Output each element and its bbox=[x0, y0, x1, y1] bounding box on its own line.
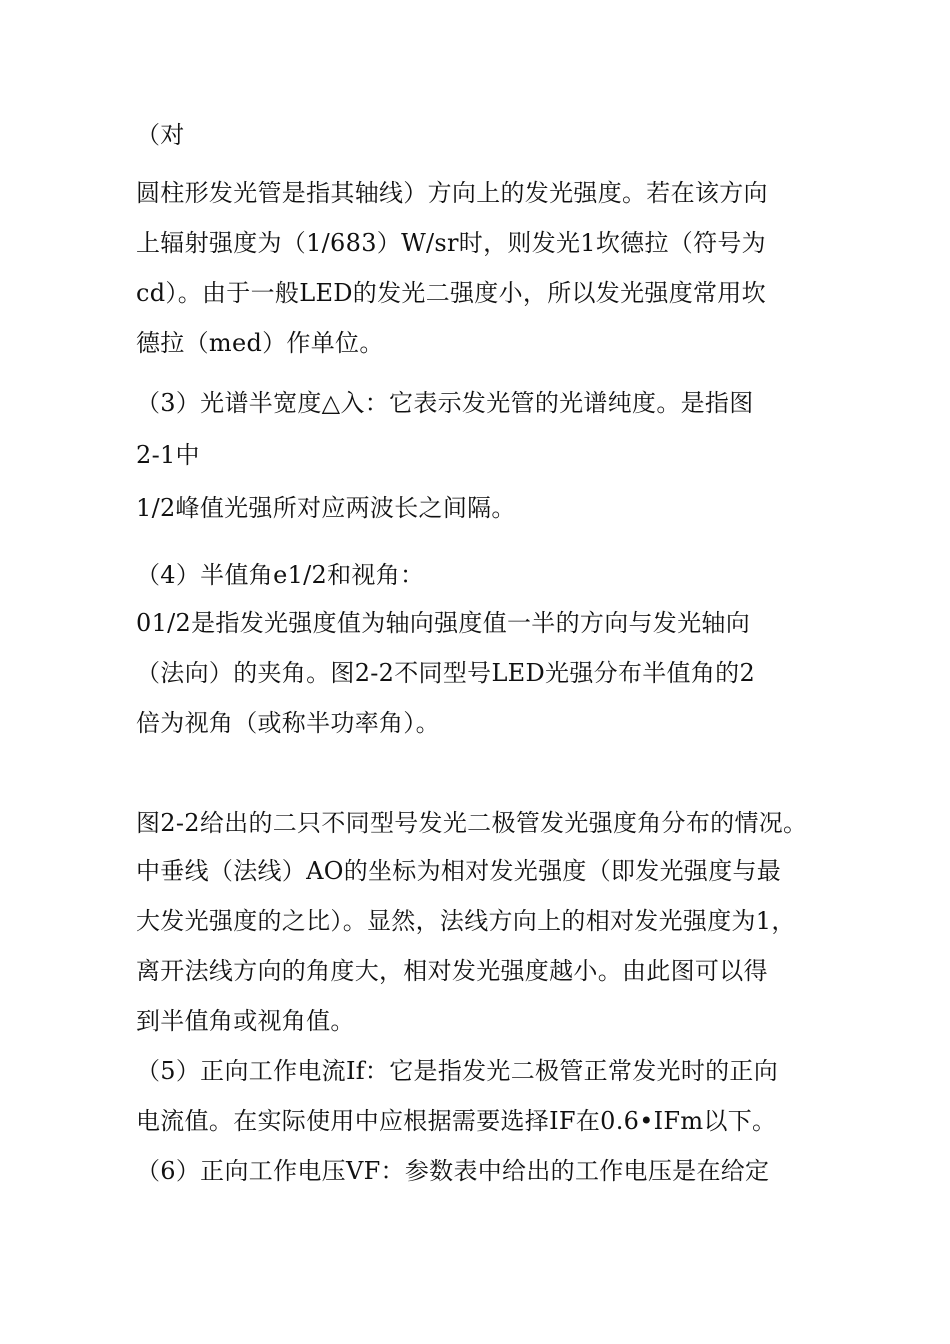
text-line: 图2-2给出的二只不同型号发光二极管发光强度角分布的情况。 bbox=[136, 809, 808, 837]
text-line: 上辐射强度为（1/683）W/sr时，则发光1坎德拉（符号为 bbox=[136, 229, 766, 257]
text-line: 到半值角或视角值。 bbox=[136, 1007, 355, 1035]
text-line: （4）半值角e1/2和视角： bbox=[136, 561, 425, 589]
text-line: cd）。由于一般LED的发光二强度小，所以发光强度常用坎 bbox=[136, 279, 766, 307]
text-line: 大发光强度的之比）。显然，法线方向上的相对发光强度为1， bbox=[136, 907, 796, 935]
text-line: 2-1中 bbox=[136, 441, 200, 469]
text-line: 电流值。在实际使用中应根据需要选择IF在0.6•IFm以下。 bbox=[136, 1107, 777, 1135]
text-line: 离开法线方向的角度大，相对发光强度越小。由此图可以得 bbox=[136, 957, 768, 985]
text-line: （对 bbox=[136, 121, 185, 149]
text-line: （6）正向工作电压VF：参数表中给出的工作电压是在给定 bbox=[136, 1157, 770, 1185]
text-line: 01/2是指发光强度值为轴向强度值一半的方向与发光轴向 bbox=[136, 609, 750, 637]
text-line: 圆柱形发光管是指其轴线）方向上的发光强度。若在该方向 bbox=[136, 179, 768, 207]
text-line: 1/2峰值光强所对应两波长之间隔。 bbox=[136, 494, 516, 522]
text-line: 中垂线（法线）AO的坐标为相对发光强度（即发光强度与最 bbox=[136, 857, 782, 885]
text-line: （5）正向工作电流If：它是指发光二极管正常发光时的正向 bbox=[136, 1057, 779, 1085]
text-line: （法向）的夹角。图2-2不同型号LED光强分布半值角的2 bbox=[136, 659, 756, 687]
text-line: 德拉（med）作单位。 bbox=[136, 329, 384, 357]
text-line: （3）光谱半宽度△入：它表示发光管的光谱纯度。是指图 bbox=[136, 389, 754, 417]
text-line: 倍为视角（或称半功率角）。 bbox=[136, 709, 440, 737]
